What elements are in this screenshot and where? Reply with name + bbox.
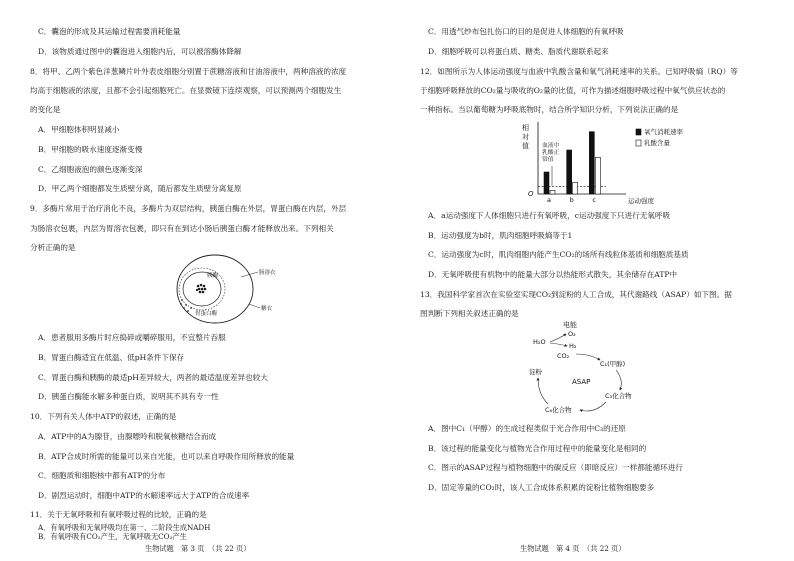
legend-label: 乳酸含量 xyxy=(644,139,670,147)
q11-option-c: C．用透气纱布包扎伤口的目的是促进人体细胞的有氧呼吸 xyxy=(428,27,624,36)
q8-stem-line2: 均高于细胞液的浓度，且都不会引起细胞死亡。在显微镜下连续观察，可以预测两个细胞发生 xyxy=(30,86,342,95)
q11-option-b: B．有氧呼吸有CO₂产生，无氧呼吸无CO₂产生 xyxy=(38,532,187,541)
y-axis-label-char: 相 xyxy=(522,124,529,132)
q9-option-b: B．胃蛋白酶适宜在低温、低pH条件下保存 xyxy=(38,353,185,362)
q7-option-d: D．该物质通过图中的囊泡进入细胞内后，可以被溶酶体降解 xyxy=(38,47,242,56)
legend-label: 氧气消耗速率 xyxy=(644,128,683,136)
x-tick-label: a xyxy=(547,196,551,204)
label-weidanbaimei: 胃蛋白酶 xyxy=(195,311,218,317)
q8-option-c: C．乙细胞液泡的颜色逐渐变深 xyxy=(38,165,143,174)
q12-option-b: B．运动强度为b时，肌肉细胞呼吸熵等于1 xyxy=(428,231,573,240)
q13-option-c: C．图示的ASAP过程与植物细胞中的碳反应（即暗反应）一样都能循环进行 xyxy=(428,463,683,472)
arrow-h2o-split xyxy=(550,334,566,342)
q9-stem-line3: 分析正确的是 xyxy=(30,243,76,252)
label-h2o: H₂O xyxy=(533,338,546,346)
footer-page-3: 生物试题 第 3 页 （共 22 页） xyxy=(145,544,251,553)
q10-option-d: D．剧烈运动时，细胞中ATP的水解速率远大于ATP的合成速率 xyxy=(38,491,250,500)
label-dianfen: 淀粉 xyxy=(529,368,542,376)
x-tick-label: c xyxy=(592,196,596,204)
bar-c-series-1 xyxy=(595,157,600,194)
q12-stem-line2: 于细胞呼吸释放的CO₂量与吸收的O₂量的比值，可作为描述细胞呼吸过程中氧气供应状态的 xyxy=(420,86,726,95)
q10-option-c: C．细胞质和细胞核中都有ATP的分布 xyxy=(38,471,166,480)
q9-stem-line2: 为肠溶衣包裹，内层为胃溶衣包裹，即只有在到达小肠后胰蛋白酶才能释放出来。下列相关 xyxy=(30,224,334,233)
q11-stem: 11．关于无氧呼吸和有氧呼吸过程的比较，正确的是 xyxy=(30,510,207,519)
q8-option-a: A．甲细胞体积明显减小 xyxy=(38,125,120,134)
asap-cycle-diagram xyxy=(520,318,660,422)
y-axis-label-char: 对 xyxy=(522,133,529,141)
annotation-text: 血液中 xyxy=(542,143,560,149)
label-co2: CO₂ xyxy=(557,352,570,360)
q12-option-d: D．无氧呼吸使有机物中的能量大部分以热能形式散失，其余储存在ATP中 xyxy=(428,270,678,279)
bar-a-series-1 xyxy=(550,190,555,194)
right-page xyxy=(420,0,780,561)
label-c3: C₃化合物 xyxy=(605,392,632,400)
q13-option-a: A．图中C₁（甲醇）的生成过程类似于光合作用中C₃的还原 xyxy=(428,424,626,433)
legend-swatch xyxy=(636,140,641,146)
pointer-changrongyi xyxy=(241,272,258,277)
exercise-bar-chart xyxy=(508,118,728,206)
origin-label: O xyxy=(528,190,534,198)
q12-option-c: C．运动强度为c时，肌肉细胞内能产生CO₂的场所有线粒体基质和细胞质基质 xyxy=(428,250,689,259)
label-tangyi: 糖衣 xyxy=(261,306,273,312)
bar-b-series-1 xyxy=(573,182,578,194)
q8-option-b: B．甲细胞的吸水速度逐渐变慢 xyxy=(38,145,143,154)
q9-option-a: A．患者服用多酶片时应捣碎或嚼碎服用，不宜整片吞服 xyxy=(38,333,226,342)
q9-stem-line1: 9．多酶片常用于治疗消化不良，多酶片为双层结构，胰蛋白酶在外层，胃蛋白酶在内层，外层 xyxy=(30,204,347,213)
q13-option-b: B．该过程的能量变化与植物光合作用过程中的能量变化是相同的 xyxy=(428,444,647,453)
q8-stem-line3: 的变化是 xyxy=(30,105,61,114)
arrow-co2-c1 xyxy=(576,354,600,360)
label-dianneng: 电能 xyxy=(563,321,577,329)
arrow-c1-c3 xyxy=(616,370,621,390)
label-o2: O₂ xyxy=(568,330,576,338)
y-axis-label-char: 值 xyxy=(522,142,529,150)
q10-option-a: A．ATP中的A为腺苷，由腺嘌呤和脱氧核糖结合而成 xyxy=(38,432,217,441)
legend-swatch xyxy=(636,129,641,135)
x-tick-label: b xyxy=(569,196,574,204)
q8-stem-line1: 8．将甲、乙两个紫色洋葱鳞片叶外表皮细胞分别置于蔗糖溶液和甘油溶液中，两种溶液的浓度 xyxy=(30,67,347,76)
annotation-text: 乳酸正 xyxy=(542,150,560,156)
q9-option-c: C．胃蛋白酶和胰酶的最适pH差异较大，两者的最适温度差异也较大 xyxy=(38,373,268,382)
label-asap: ASAP xyxy=(572,378,591,386)
q7-option-c: C．囊泡的形成及其运输过程需要消耗能量 xyxy=(38,27,181,36)
q10-option-b: B．ATP合成时所需的能量可以来自光能，也可以来自呼吸作用所释放的能量 xyxy=(38,452,295,461)
q11-option-a: A．有氧呼吸和无氧呼吸均在第一、二阶段生成NADH xyxy=(38,523,211,532)
label-h2: H₂ xyxy=(569,342,577,350)
label-c6: C₆化合物 xyxy=(545,406,572,414)
q12-stem-line1: 12．如图所示为人体运动强度与血液中乳酸含量和氧气消耗速率的关系。已知呼吸熵（RQ）等 xyxy=(420,67,738,76)
bar-c-series-0 xyxy=(589,132,594,194)
q10-stem: 10．下列有关人体中ATP的叙述，正确的是 xyxy=(30,412,177,421)
q13-stem-line1: 13．我国科学家首次在实验室实现CO₂到淀粉的人工合成，其代谢路线（ASAP）如下图。据 xyxy=(420,290,732,299)
bar-b-series-0 xyxy=(567,150,572,194)
bar-a-series-0 xyxy=(544,172,549,194)
q11-option-d: D．细胞呼吸可以将蛋白质、糖类、脂质代谢联系起来 xyxy=(428,47,609,56)
left-page xyxy=(30,0,390,561)
annotation-text: 常值 xyxy=(542,157,554,163)
arrow-c3-c6 xyxy=(580,402,606,411)
label-yimei: 胰酶 xyxy=(207,273,219,279)
label-changrongyi: 肠溶衣 xyxy=(259,270,276,276)
q12-stem-line3: 一种指标。当以葡萄糖为呼吸底物时，结合所学知识分析，下列说法正确的是 xyxy=(420,105,679,114)
enzyme-tablet-diagram xyxy=(155,252,295,326)
arrow-h2o-h2 xyxy=(550,343,567,346)
pointer-tangyi xyxy=(249,304,260,308)
q8-option-d: D．甲乙两个细胞都发生质壁分离，随后都发生质壁分离复原 xyxy=(38,184,242,193)
q13-option-d: D．固定等量的CO₂时，该人工合成体系积累的淀粉比植物细胞要多 xyxy=(428,483,655,492)
footer-page-4: 生物试题 第 4 页 （共 22 页） xyxy=(520,544,626,553)
q9-option-d: D．胰蛋白酶能水解多种蛋白质，说明其不具有专一性 xyxy=(38,392,219,401)
q12-option-a: A．a运动强度下人体细胞只进行有氧呼吸，c运动强度下只进行无氧呼吸 xyxy=(428,211,671,220)
q13-stem-line2: 图判断下列相关叙述正确的是 xyxy=(420,309,519,318)
arrow-c6-dianfen xyxy=(538,378,548,404)
label-c1: C₁(甲醇) xyxy=(600,360,626,368)
x-axis-label: 运动强度 xyxy=(628,197,654,205)
